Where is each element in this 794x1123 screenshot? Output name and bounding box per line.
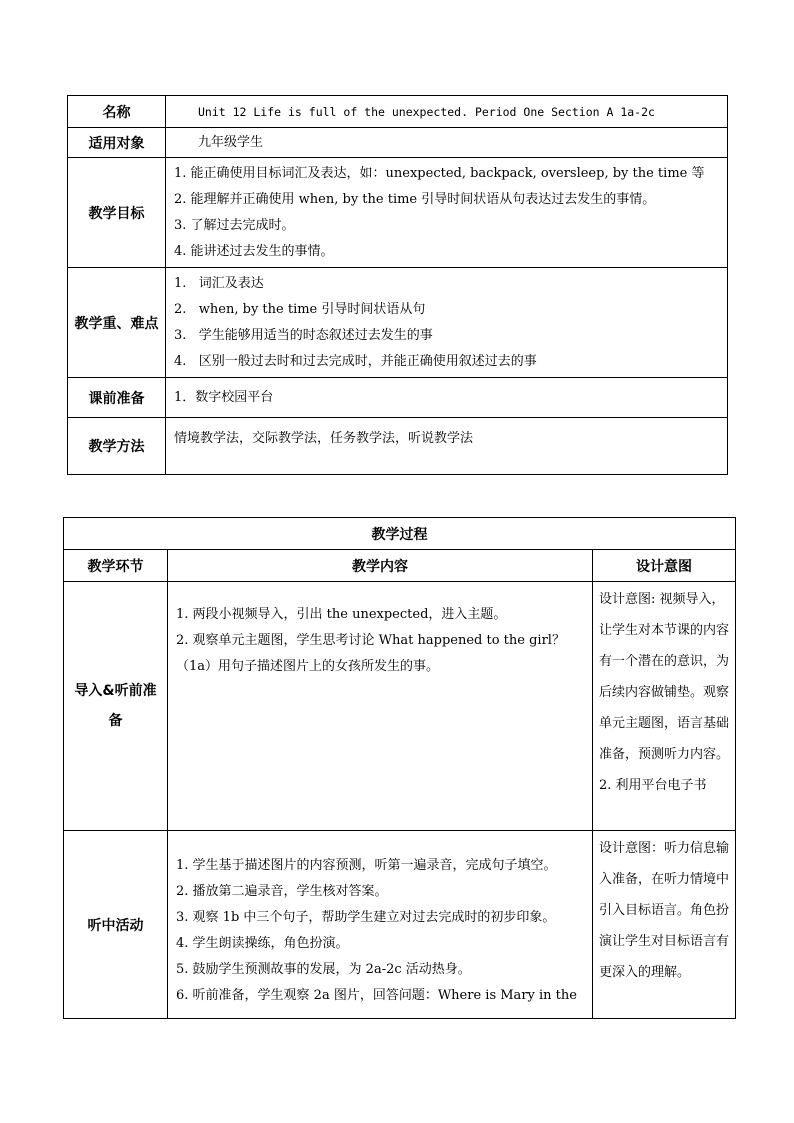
- keypoint-item: 1. 词汇及表达: [174, 275, 264, 291]
- method-value: 情境教学法，交际教学法，任务教学法，听说教学法: [166, 418, 728, 475]
- content-cell: [168, 831, 593, 1019]
- keypoints-label: 教学重、难点: [68, 268, 166, 378]
- content-item: 5. 鼓励学生预测故事的发展，为 2a-2c 活动热身。: [176, 962, 471, 977]
- content-item: 1. 学生基于描述图片的内容预测，听第一遍录音，完成句子填空。: [176, 858, 557, 873]
- goal-item: 2. 能理解并正确使用 when, by the time 引导时间状语从句表达过去发生的事情。: [174, 191, 656, 207]
- keypoints-list: [166, 268, 728, 378]
- col-intent-header: 设计意图: [593, 550, 736, 582]
- table-row: [64, 582, 736, 831]
- lesson-info-table: [67, 95, 728, 475]
- content-item: 3. 观察 1b 中三个句子，帮助学生建立对过去完成时的初步印象。: [176, 910, 556, 925]
- keypoint-item: 2. when, by the time 引导时间状语从句: [174, 301, 426, 317]
- content-item: 6. 听前准备，学生观察 2a 图片，回答问题：Where is Mary in the: [176, 988, 577, 1003]
- table-row: [64, 831, 736, 1019]
- audience-label: 适用对象: [68, 128, 166, 158]
- goal-item: 1. 能正确使用目标词汇及表达，如：unexpected, backpack, oversleep, by the time 等: [174, 165, 705, 181]
- name-value: Unit 12 Life is full of the unexpected. Period One Section A 1a-2c: [166, 96, 728, 128]
- stage-cell: 导入&听前准备: [64, 582, 168, 831]
- goal-item: 3. 了解过去完成时。: [174, 217, 295, 233]
- intent-cell: [593, 582, 736, 831]
- prep-value: 1．数字校园平台: [166, 378, 728, 418]
- content-cell: [168, 582, 593, 831]
- stage-cell: 听中活动: [64, 831, 168, 1019]
- goals-label: 教学目标: [68, 158, 166, 268]
- audience-value: 九年级学生: [166, 128, 728, 158]
- content-item: 1. 两段小视频导入，引出 the unexpected，进入主题。: [176, 607, 507, 622]
- content-item: 4. 学生朗读操练，角色扮演。: [176, 936, 349, 951]
- name-label: 名称: [68, 96, 166, 128]
- prep-label: 课前准备: [68, 378, 166, 418]
- goal-item: 4. 能讲述过去发生的事情。: [174, 243, 334, 259]
- intent-extra: 2. 利用平台电子书: [599, 778, 707, 793]
- goals-list: [166, 158, 728, 268]
- intent-text: 设计意图：听力信息输入准备，在听力情境中引入目标语言。角色扮演让学生对目标语言有更深入的理解。: [599, 841, 730, 980]
- col-content-header: 教学内容: [168, 550, 593, 582]
- intent-cell: [593, 831, 736, 1019]
- content-item: 2. 观察单元主题图，学生思考讨论 What happened to the girl？（1a）用句子描述图片上的女孩所发生的事。: [176, 633, 565, 674]
- keypoint-item: 4. 区别一般过去时和过去完成时，并能正确使用叙述过去的事: [174, 353, 537, 369]
- content-item: 2. 播放第二遍录音，学生核对答案。: [176, 884, 388, 899]
- teaching-process-table: [63, 517, 736, 1019]
- method-label: 教学方法: [68, 418, 166, 475]
- keypoint-item: 3. 学生能够用适当的时态叙述过去发生的事: [174, 327, 433, 343]
- intent-text: 设计意图: 视频导入，让学生对本节课的内容有一个潜在的意识，为后续内容做铺垫。观察单元主题图，语言基础准备，预测听力内容。: [599, 592, 730, 762]
- col-stage-header: 教学环节: [64, 550, 168, 582]
- process-title: 教学过程: [64, 518, 736, 550]
